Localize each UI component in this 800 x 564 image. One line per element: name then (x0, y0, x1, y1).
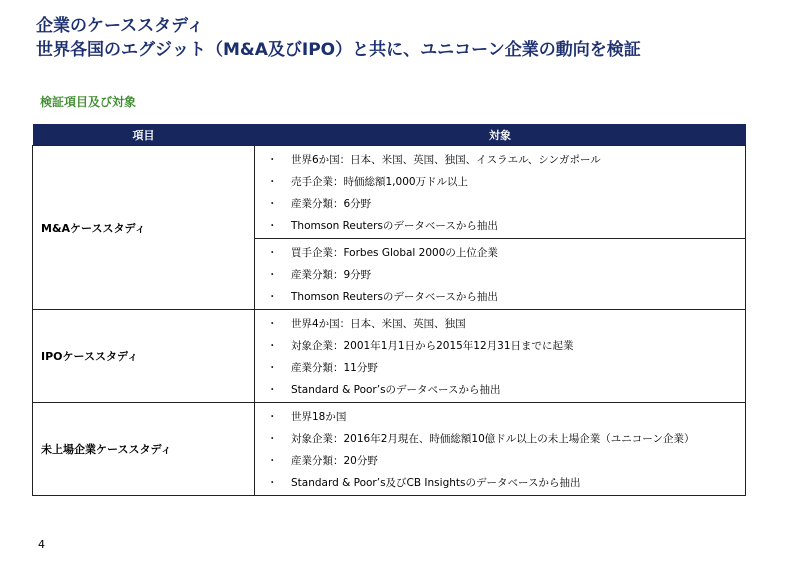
list-item (255, 263, 745, 285)
item-text: Standard & Poor’s及びCB Insightsのデータベースから抽出 (291, 476, 581, 489)
item-text: 産業分類：20分野 (291, 454, 378, 467)
list-item (255, 214, 745, 236)
item-text: Standard & Poor’sのデータベースから抽出 (291, 383, 501, 396)
bullet-icon: ・ (267, 268, 278, 281)
title-line-2: 世界各国のエグジット（M&A及びIPO）と共に、ユニコーン企業の動向を検証 (36, 40, 641, 60)
list-item (255, 427, 745, 449)
list-item (255, 312, 745, 334)
column-header-target: 対象 (255, 124, 746, 146)
list-item (255, 192, 745, 214)
list-item (255, 449, 745, 471)
item-text: 産業分類：9分野 (291, 268, 372, 281)
list-item (255, 471, 745, 493)
row-label-ma: M&Aケーススタディ (33, 146, 255, 310)
list-item (255, 170, 745, 192)
row-label-ipo: IPOケーススタディ (33, 310, 255, 403)
item-text: 世界4か国：日本、米国、英国、独国 (291, 317, 466, 330)
list-item (255, 148, 745, 170)
target-cell (255, 146, 746, 239)
item-text: 世界6か国：日本、米国、英国、独国、イスラエル、シンガポール (291, 153, 601, 166)
item-text: 対象企業：2001年1月1日から2015年12月31日までに起業 (291, 339, 574, 352)
page-title (36, 14, 641, 62)
item-text: 売手企業：時価総額1,000万ドル以上 (291, 175, 469, 188)
item-text: 買手企業：Forbes Global 2000の上位企業 (291, 246, 498, 259)
table-row-ipo (33, 310, 746, 403)
column-header-item: 項目 (33, 124, 255, 146)
section-title: 検証項目及び対象 (40, 95, 137, 109)
item-text: 世界18か国 (291, 410, 347, 423)
bullet-icon: ・ (267, 175, 278, 188)
bullet-icon: ・ (267, 219, 278, 232)
item-text: 対象企業：2016年2月現在、時価総額10億ドル以上の未上場企業（ユニコーン企業） (291, 432, 695, 445)
bullet-icon: ・ (267, 361, 278, 374)
item-text: 産業分類：6分野 (291, 197, 372, 210)
table-row-ma (33, 146, 746, 239)
item-text: 産業分類：11分野 (291, 361, 378, 374)
title-line-1: 企業のケーススタディ (36, 16, 204, 36)
bullet-icon: ・ (267, 246, 278, 259)
bullet-icon: ・ (267, 317, 278, 330)
table-row-unlisted (33, 403, 746, 496)
bullet-icon: ・ (267, 153, 278, 166)
list-item (255, 378, 745, 400)
target-cell (255, 310, 746, 403)
bullet-icon: ・ (267, 410, 278, 423)
table-header-row (33, 124, 746, 146)
item-text: Thomson Reutersのデータベースから抽出 (291, 290, 498, 303)
bullet-icon: ・ (267, 383, 278, 396)
list-item (255, 241, 745, 263)
item-text: Thomson Reutersのデータベースから抽出 (291, 219, 498, 232)
bullet-icon: ・ (267, 339, 278, 352)
list-item (255, 334, 745, 356)
bullet-icon: ・ (267, 197, 278, 210)
bullet-icon: ・ (267, 432, 278, 445)
list-item (255, 405, 745, 427)
row-label-unlisted: 未上場企業ケーススタディ (33, 403, 255, 496)
bullet-icon: ・ (267, 290, 278, 303)
list-item (255, 285, 745, 307)
target-cell (255, 239, 746, 310)
study-table (32, 124, 746, 496)
list-item (255, 356, 745, 378)
page-number: 4 (38, 538, 45, 551)
target-cell (255, 403, 746, 496)
bullet-icon: ・ (267, 454, 278, 467)
bullet-icon: ・ (267, 476, 278, 489)
